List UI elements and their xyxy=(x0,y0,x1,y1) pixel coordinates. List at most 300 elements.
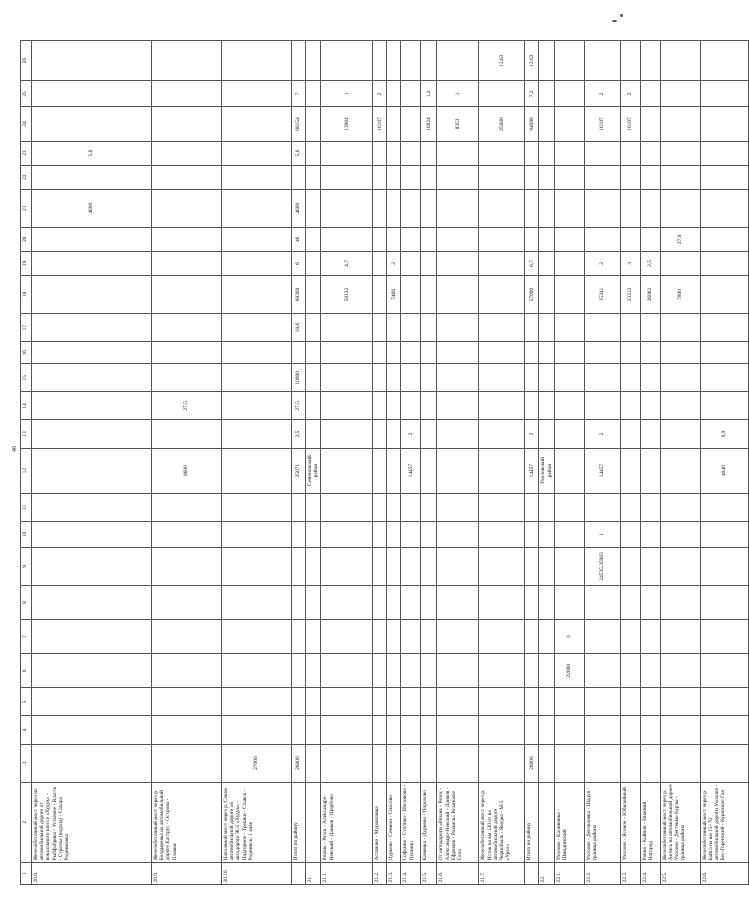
object-name: Железобетонный мост через на автомобильной дороге от вокзального шоссе «Худук» - Рыбфабрика - Устьевое - Власть - Стрелкa (подход) - Сахара Родниковка xyxy=(32,782,152,862)
value-cell xyxy=(387,654,401,688)
value-cell: 4600 xyxy=(32,189,152,227)
table-row xyxy=(660,41,700,885)
value-cell xyxy=(479,654,525,688)
value-cell xyxy=(479,275,525,313)
value-cell xyxy=(321,41,373,81)
value-cell xyxy=(373,41,387,81)
value-cell xyxy=(584,342,620,364)
value-cell xyxy=(292,620,306,654)
value-cell xyxy=(525,688,539,716)
value-cell xyxy=(554,251,584,275)
column-number: 15 xyxy=(21,364,32,392)
value-cell xyxy=(222,165,292,189)
value-cell xyxy=(554,314,584,342)
value-cell: 27,5 xyxy=(152,392,222,420)
value-cell xyxy=(292,688,306,716)
value-cell xyxy=(539,41,554,81)
value-cell xyxy=(373,688,387,716)
value-cell xyxy=(387,364,401,392)
value-cell xyxy=(373,227,387,251)
value-cell xyxy=(539,227,554,251)
value-cell xyxy=(554,448,584,493)
value-cell xyxy=(700,107,748,141)
value-cell xyxy=(373,165,387,189)
value-cell xyxy=(32,251,152,275)
value-cell xyxy=(401,107,421,141)
value-cell xyxy=(620,521,640,547)
value-cell xyxy=(32,392,152,420)
value-cell xyxy=(32,521,152,547)
value-cell xyxy=(700,744,748,782)
object-name: Ровно - Кайнов - Нижний Ногород xyxy=(640,782,660,862)
value-cell xyxy=(479,716,525,744)
value-cell xyxy=(584,744,620,782)
value-cell xyxy=(640,688,660,716)
value-cell xyxy=(700,688,748,716)
value-cell xyxy=(700,251,748,275)
value-cell xyxy=(152,493,222,521)
value-cell xyxy=(554,420,584,448)
value-cell xyxy=(700,521,748,547)
value-cell xyxy=(387,227,401,251)
value-cell xyxy=(700,342,748,364)
value-cell xyxy=(222,586,292,620)
section-title: Ухоловский район xyxy=(539,448,554,493)
row-number: 21.2. xyxy=(373,862,387,884)
value-cell xyxy=(152,107,222,141)
value-cell xyxy=(660,521,700,547)
value-cell: 26082 xyxy=(640,275,660,313)
value-cell xyxy=(421,165,437,189)
value-cell: 8600 xyxy=(152,448,222,493)
value-cell xyxy=(401,688,421,716)
value-cell: 24535,35903 xyxy=(584,547,620,585)
object-name xyxy=(306,782,321,862)
value-cell xyxy=(222,251,292,275)
value-cell xyxy=(373,420,387,448)
value-cell xyxy=(640,189,660,227)
value-cell xyxy=(660,420,700,448)
value-cell xyxy=(32,688,152,716)
section-row xyxy=(306,41,321,885)
value-cell: 68308 xyxy=(292,275,306,313)
value-cell: 18,6 xyxy=(292,314,306,342)
value-cell xyxy=(620,744,640,782)
value-cell xyxy=(387,141,401,165)
value-cell xyxy=(401,547,421,585)
table-row xyxy=(222,41,292,885)
column-number-row xyxy=(21,41,32,885)
value-cell xyxy=(437,141,479,165)
value-cell xyxy=(640,716,660,744)
value-cell xyxy=(539,688,554,716)
value-cell xyxy=(437,547,479,585)
value-cell xyxy=(321,189,373,227)
value-cell xyxy=(32,654,152,688)
value-cell xyxy=(640,81,660,107)
table-row xyxy=(584,41,620,885)
value-cell xyxy=(539,342,554,364)
value-cell xyxy=(421,688,437,716)
value-cell xyxy=(584,227,620,251)
object-name: Ухолово - Деговлевка - Шадуя - граница района xyxy=(584,782,620,862)
value-cell xyxy=(539,716,554,744)
value-cell xyxy=(660,654,700,688)
value-cell xyxy=(401,364,421,392)
value-cell xyxy=(387,620,401,654)
value-cell xyxy=(401,586,421,620)
value-cell xyxy=(640,744,660,782)
value-cell xyxy=(306,81,321,107)
value-cell xyxy=(32,41,152,81)
value-cell xyxy=(306,521,321,547)
value-cell: 7468 xyxy=(387,275,401,313)
value-cell xyxy=(437,716,479,744)
row-number: 22.1. xyxy=(554,862,584,884)
value-cell xyxy=(387,342,401,364)
value-cell xyxy=(421,448,437,493)
row-number: 21.6. xyxy=(437,862,479,884)
value-cell xyxy=(584,586,620,620)
value-cell xyxy=(32,620,152,654)
value-cell xyxy=(152,251,222,275)
value-cell xyxy=(660,107,700,141)
value-cell xyxy=(554,107,584,141)
value-cell xyxy=(660,189,700,227)
object-name: Рязань - Рязск - Александро-Невский - Данков - Щербово xyxy=(321,782,373,862)
table-row xyxy=(554,41,584,885)
value-cell xyxy=(373,275,387,313)
value-cell xyxy=(584,364,620,392)
value-cell: 12,63 xyxy=(525,41,539,81)
value-cell xyxy=(437,586,479,620)
value-cell xyxy=(437,41,479,81)
column-number: 19 xyxy=(21,251,32,275)
object-name: Железобетонный мост через р. Байса на км 15+70 автомобильной дороги Ухолово - Бес-Горенский - Куршское Гая xyxy=(700,782,748,862)
value-cell xyxy=(660,392,700,420)
value-cell xyxy=(700,547,748,585)
value-cell xyxy=(421,493,437,521)
value-cell xyxy=(321,420,373,448)
value-cell xyxy=(539,620,554,654)
value-cell xyxy=(539,165,554,189)
value-cell xyxy=(222,688,292,716)
value-cell xyxy=(32,81,152,107)
scan-speck xyxy=(620,14,623,17)
value-cell xyxy=(525,392,539,420)
value-cell: 1 xyxy=(437,81,479,107)
value-cell xyxy=(421,141,437,165)
value-cell xyxy=(640,165,660,189)
value-cell xyxy=(539,654,554,688)
value-cell xyxy=(292,547,306,585)
value-cell xyxy=(640,620,660,654)
row-number xyxy=(292,862,306,884)
value-cell xyxy=(525,314,539,342)
value-cell: 1 xyxy=(584,521,620,547)
value-cell xyxy=(373,547,387,585)
value-cell xyxy=(554,41,584,81)
value-cell xyxy=(222,141,292,165)
value-cell xyxy=(437,688,479,716)
value-cell xyxy=(387,493,401,521)
value-cell xyxy=(373,189,387,227)
value-cell xyxy=(373,364,387,392)
value-cell xyxy=(387,392,401,420)
object-name: Железобетонный мост через р. Актись на автомобильной дороге Ухолово - Дегтевые Курзы - граница района xyxy=(660,782,700,862)
value-cell xyxy=(387,448,401,493)
value-cell: 57090 xyxy=(525,275,539,313)
column-number: 9 xyxy=(21,547,32,585)
row-number: 21.4. xyxy=(401,862,421,884)
table-row xyxy=(421,41,437,885)
value-cell xyxy=(306,342,321,364)
value-cell xyxy=(222,716,292,744)
value-cell xyxy=(373,141,387,165)
value-cell xyxy=(306,275,321,313)
value-cell xyxy=(306,392,321,420)
row-number: 21. xyxy=(306,862,321,884)
value-cell xyxy=(373,392,387,420)
value-cell xyxy=(32,493,152,521)
value-cell xyxy=(620,392,640,420)
value-cell xyxy=(32,547,152,585)
value-cell xyxy=(421,654,437,688)
value-cell xyxy=(321,448,373,493)
rotated-table-frame xyxy=(20,40,728,885)
table-row xyxy=(387,41,401,885)
value-cell xyxy=(222,81,292,107)
value-cell xyxy=(554,586,584,620)
value-cell xyxy=(321,654,373,688)
value-cell xyxy=(700,586,748,620)
value-cell xyxy=(152,744,222,782)
value-cell: 14457 xyxy=(525,448,539,493)
column-number: 12 xyxy=(21,448,32,493)
value-cell xyxy=(479,521,525,547)
column-number: 1 xyxy=(21,862,32,884)
value-cell xyxy=(584,41,620,81)
value-cell xyxy=(321,688,373,716)
value-cell xyxy=(539,521,554,547)
value-cell xyxy=(306,189,321,227)
section-row xyxy=(539,41,554,885)
value-cell: 25000 xyxy=(479,107,525,141)
value-cell xyxy=(32,342,152,364)
value-cell xyxy=(306,547,321,585)
column-number: 22 xyxy=(21,165,32,189)
value-cell: 6,7 xyxy=(525,251,539,275)
value-cell xyxy=(152,314,222,342)
value-cell xyxy=(584,620,620,654)
value-cell xyxy=(387,744,401,782)
value-cell xyxy=(479,165,525,189)
value-cell: 16024 xyxy=(421,107,437,141)
value-cell xyxy=(640,227,660,251)
value-cell xyxy=(660,81,700,107)
value-cell xyxy=(401,275,421,313)
value-cell xyxy=(620,688,640,716)
value-cell xyxy=(32,744,152,782)
section-title: Семеновский район xyxy=(306,448,321,493)
value-cell xyxy=(401,141,421,165)
value-cell xyxy=(479,420,525,448)
value-cell: 2 xyxy=(584,251,620,275)
value-cell xyxy=(306,227,321,251)
value-cell xyxy=(700,364,748,392)
value-cell xyxy=(620,620,640,654)
value-cell xyxy=(554,342,584,364)
value-cell xyxy=(321,521,373,547)
value-cell xyxy=(421,275,437,313)
value-cell xyxy=(401,314,421,342)
value-cell xyxy=(373,654,387,688)
value-cell xyxy=(437,744,479,782)
value-cell xyxy=(306,744,321,782)
value-cell xyxy=(152,654,222,688)
value-cell xyxy=(401,41,421,81)
value-cell xyxy=(539,547,554,585)
table-row xyxy=(437,41,479,885)
value-cell xyxy=(306,314,321,342)
value-cell: 2 xyxy=(620,81,640,107)
value-cell xyxy=(437,654,479,688)
value-cell xyxy=(421,41,437,81)
value-cell xyxy=(32,420,152,448)
value-cell xyxy=(700,81,748,107)
column-number: 21 xyxy=(21,189,32,227)
column-number: 18 xyxy=(21,275,32,313)
value-cell xyxy=(437,275,479,313)
value-cell xyxy=(660,493,700,521)
object-name xyxy=(539,782,554,862)
value-cell xyxy=(292,586,306,620)
value-cell xyxy=(306,251,321,275)
value-cell xyxy=(479,364,525,392)
value-cell: 3 xyxy=(620,251,640,275)
value-cell xyxy=(700,41,748,81)
value-cell xyxy=(539,314,554,342)
value-cell: 46 xyxy=(292,227,306,251)
value-cell: 2 xyxy=(525,420,539,448)
value-cell xyxy=(222,227,292,251)
value-cell xyxy=(437,493,479,521)
value-cell xyxy=(421,620,437,654)
value-cell xyxy=(479,688,525,716)
value-cell xyxy=(660,41,700,81)
value-cell xyxy=(292,165,306,189)
value-cell xyxy=(222,448,292,493)
value-cell xyxy=(640,521,660,547)
value-cell xyxy=(525,189,539,227)
value-cell xyxy=(554,227,584,251)
value-cell xyxy=(479,620,525,654)
value-cell xyxy=(32,165,152,189)
value-cell xyxy=(321,716,373,744)
value-cell xyxy=(640,547,660,585)
value-cell xyxy=(321,227,373,251)
value-cell xyxy=(620,227,640,251)
value-cell xyxy=(421,521,437,547)
value-cell xyxy=(660,716,700,744)
row-number xyxy=(525,862,539,884)
row-number: 22.3. xyxy=(620,862,640,884)
value-cell xyxy=(152,342,222,364)
value-cell xyxy=(401,716,421,744)
value-cell xyxy=(620,586,640,620)
value-cell: 2 xyxy=(584,81,620,107)
value-cell xyxy=(292,654,306,688)
value-cell xyxy=(292,342,306,364)
value-cell xyxy=(373,342,387,364)
value-cell xyxy=(700,493,748,521)
value-cell xyxy=(373,314,387,342)
column-number: 10 xyxy=(21,521,32,547)
value-cell xyxy=(222,654,292,688)
value-cell xyxy=(373,251,387,275)
value-cell xyxy=(222,41,292,81)
value-cell xyxy=(152,716,222,744)
value-cell: 13964 xyxy=(321,107,373,141)
value-cell: 27,9 xyxy=(660,227,700,251)
value-cell xyxy=(620,41,640,81)
object-name: Ухолово - Ясенок - Юбилейный xyxy=(620,782,640,862)
value-cell xyxy=(539,493,554,521)
value-cell xyxy=(32,314,152,342)
value-cell xyxy=(584,688,620,716)
value-cell: 26000 xyxy=(525,744,539,782)
value-cell xyxy=(620,342,640,364)
value-cell xyxy=(373,586,387,620)
column-number: 25 xyxy=(21,81,32,107)
value-cell xyxy=(437,251,479,275)
row-number: 22.6. xyxy=(700,862,748,884)
value-cell xyxy=(152,81,222,107)
value-cell xyxy=(152,141,222,165)
value-cell xyxy=(321,493,373,521)
value-cell xyxy=(640,493,660,521)
value-cell xyxy=(306,364,321,392)
value-cell xyxy=(222,547,292,585)
value-cell xyxy=(401,493,421,521)
value-cell xyxy=(152,586,222,620)
value-cell xyxy=(292,493,306,521)
value-cell xyxy=(479,141,525,165)
value-cell xyxy=(306,654,321,688)
value-cell xyxy=(401,189,421,227)
value-cell xyxy=(387,165,401,189)
value-cell: 27,5 xyxy=(292,392,306,420)
value-cell xyxy=(437,189,479,227)
value-cell xyxy=(32,107,152,141)
value-cell xyxy=(525,521,539,547)
value-cell xyxy=(479,342,525,364)
scan-speck xyxy=(612,20,617,22)
value-cell xyxy=(437,521,479,547)
value-cell xyxy=(401,521,421,547)
value-cell xyxy=(32,586,152,620)
value-cell xyxy=(32,227,152,251)
value-cell xyxy=(479,586,525,620)
value-cell xyxy=(525,547,539,585)
value-cell xyxy=(620,493,640,521)
value-cell: 2 xyxy=(387,251,401,275)
value-cell xyxy=(554,165,584,189)
table-row xyxy=(401,41,421,885)
value-cell xyxy=(321,342,373,364)
table-row xyxy=(152,41,222,885)
value-cell xyxy=(32,275,152,313)
